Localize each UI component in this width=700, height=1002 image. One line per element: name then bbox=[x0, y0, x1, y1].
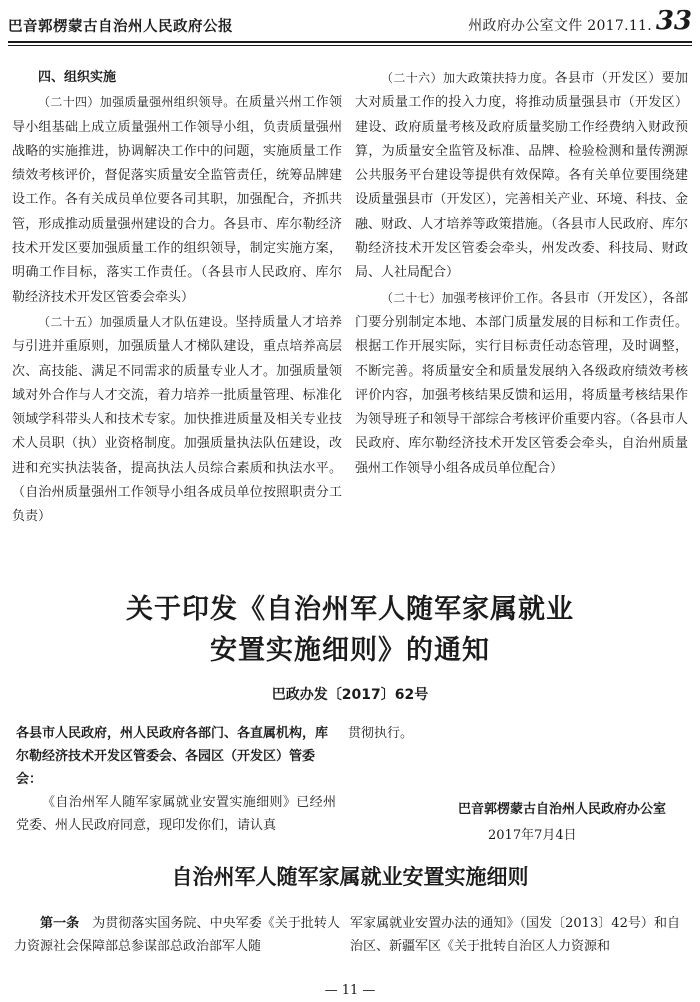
notice-body: 《自治州军人随军家属就业安置实施细则》已经州党委、州人民政府同意，现印发你们，请认真 bbox=[16, 795, 336, 833]
article-1-right: 军家属就业安置办法的通知》（国发〔2013〕42号）和自治区、新疆军区《关于批转自治区人力资源和 bbox=[350, 916, 680, 954]
item-26-lead: （二十六）加大政策扶持力度。 bbox=[381, 71, 555, 85]
left-column bbox=[12, 66, 342, 530]
rules-title: 自治州军人随军家属就业安置实施细则 bbox=[171, 865, 529, 889]
notice-body-continued: 贯彻执行。 bbox=[348, 726, 414, 741]
item-25-text: 坚持质量人才培养与引进并重原则，加强质量人才梯队建设，重点培养高层次、高技能、满足不同需求的质量专业人才。加强质量领域对外合作与人才交流，着力培养一批质量管理、标准化领域学科带头人和技术专家。加快推进质量及相关专业技术人员职（执）业资格制度。加强质量执法队伍建设，改进和充实执法装备，提高执法人员综合素质和执法水平。（自治州质量强州工作领导小组各成员单位按照职责分工负责） bbox=[12, 314, 342, 525]
issue-info: 州政府办公室文件 2017.11. bbox=[468, 18, 652, 34]
notice-date: 2017年7月4日 bbox=[488, 828, 577, 843]
document-number: 巴政办发〔2017〕62号 bbox=[271, 687, 429, 703]
article-1-heading: 第一条 bbox=[40, 916, 80, 931]
header-rule-thin bbox=[8, 45, 692, 46]
item-27 bbox=[355, 286, 688, 481]
signature: 巴音郭楞蒙古自治州人民政府办公室 bbox=[457, 802, 666, 817]
item-24-lead: （二十四）加强质量强州组织领导。 bbox=[38, 95, 236, 110]
item-24-text: 在质量兴州工作领导小组基础上成立质量强州工作领导小组，负责质量强州战略的实施推进，协调解决工作中的问题，实施质量工作绩效考核评价，督促落实质量安全监管责任，统筹品牌建设工作。各有关成员单位要各司其职，加强配合，齐抓共管，形成推动质量强州建设的合力。各县市、库尔勒经济技术开发区要加强质量工作的组织领导，制定实施方案，明确工作目标，落实工作责任。（各县市人民政府、库尔勒经济技术开发区管委会牵头） bbox=[12, 95, 342, 305]
item-25-lead: （二十五）加强质量人才队伍建设。 bbox=[38, 314, 236, 329]
right-column bbox=[355, 66, 688, 481]
item-26 bbox=[355, 66, 688, 286]
notice-title-line-2: 安置实施细则》的通知 bbox=[210, 635, 490, 666]
page-footer: — 11 — bbox=[324, 983, 376, 998]
item-27-lead: （二十七）加强考核评价工作。 bbox=[381, 290, 551, 305]
item-26-text: 各县市（开发区）要加大对质量工作的投入力度，将推动质量强县市（开发区）建设、政府质量考核及政府质量奖励工作经费纳入财政预算，为质量安全监管及标准、品牌、检验检测和量传溯源公共服务平台建设等提供有效保障。各有关单位要围绕建设质量强县市（开发区），完善相关产业、环境、科技、金融、财政、人才培养等政策措施。（各县市人民政府、库尔勒经济技术开发区管委会牵头，州发改委、科技局、财政局、人社局配合） bbox=[355, 71, 688, 281]
article-1-text-left: 为贯彻落实国务院、中央军委《关于批转人力资源社会保障部总参谋部总政治部军人随 bbox=[14, 916, 340, 954]
item-25 bbox=[12, 310, 342, 530]
addressees: 各县市人民政府，州人民政府各部门、各直属机构，库尔勒经济技术开发区管委会、各园区（开发区）管委会： bbox=[16, 726, 329, 787]
item-27-text: 各县市（开发区），各部门要分别制定本地、本部门质量发展的目标和工作责任。根据工作开展实际，实行目标责任动态管理，及时调整，不断完善。将质量安全和质量发展纳入各级政府绩效考核评价内容，加强考核结果反馈和运用，将质量考核结果作为领导班子和领导干部综合考核评价重要内容。（各县市人民政府、库尔勒经济技术开发区管委会牵头，自治州质量强州工作领导小组各成员单位配合） bbox=[355, 290, 688, 476]
notice-title-line-1: 关于印发《自治州军人随军家属就业 bbox=[126, 594, 574, 625]
header-page-number: 33 bbox=[655, 6, 692, 36]
article-1-left bbox=[14, 912, 340, 958]
bulletin-name: 巴音郭楞蒙古自治州人民政府公报 bbox=[8, 19, 233, 35]
item-24 bbox=[12, 90, 342, 310]
section-heading: 四、组织实施 bbox=[38, 70, 117, 85]
page-header bbox=[8, 6, 692, 38]
notice-body-left bbox=[16, 722, 336, 837]
header-rule-thick bbox=[8, 41, 692, 43]
